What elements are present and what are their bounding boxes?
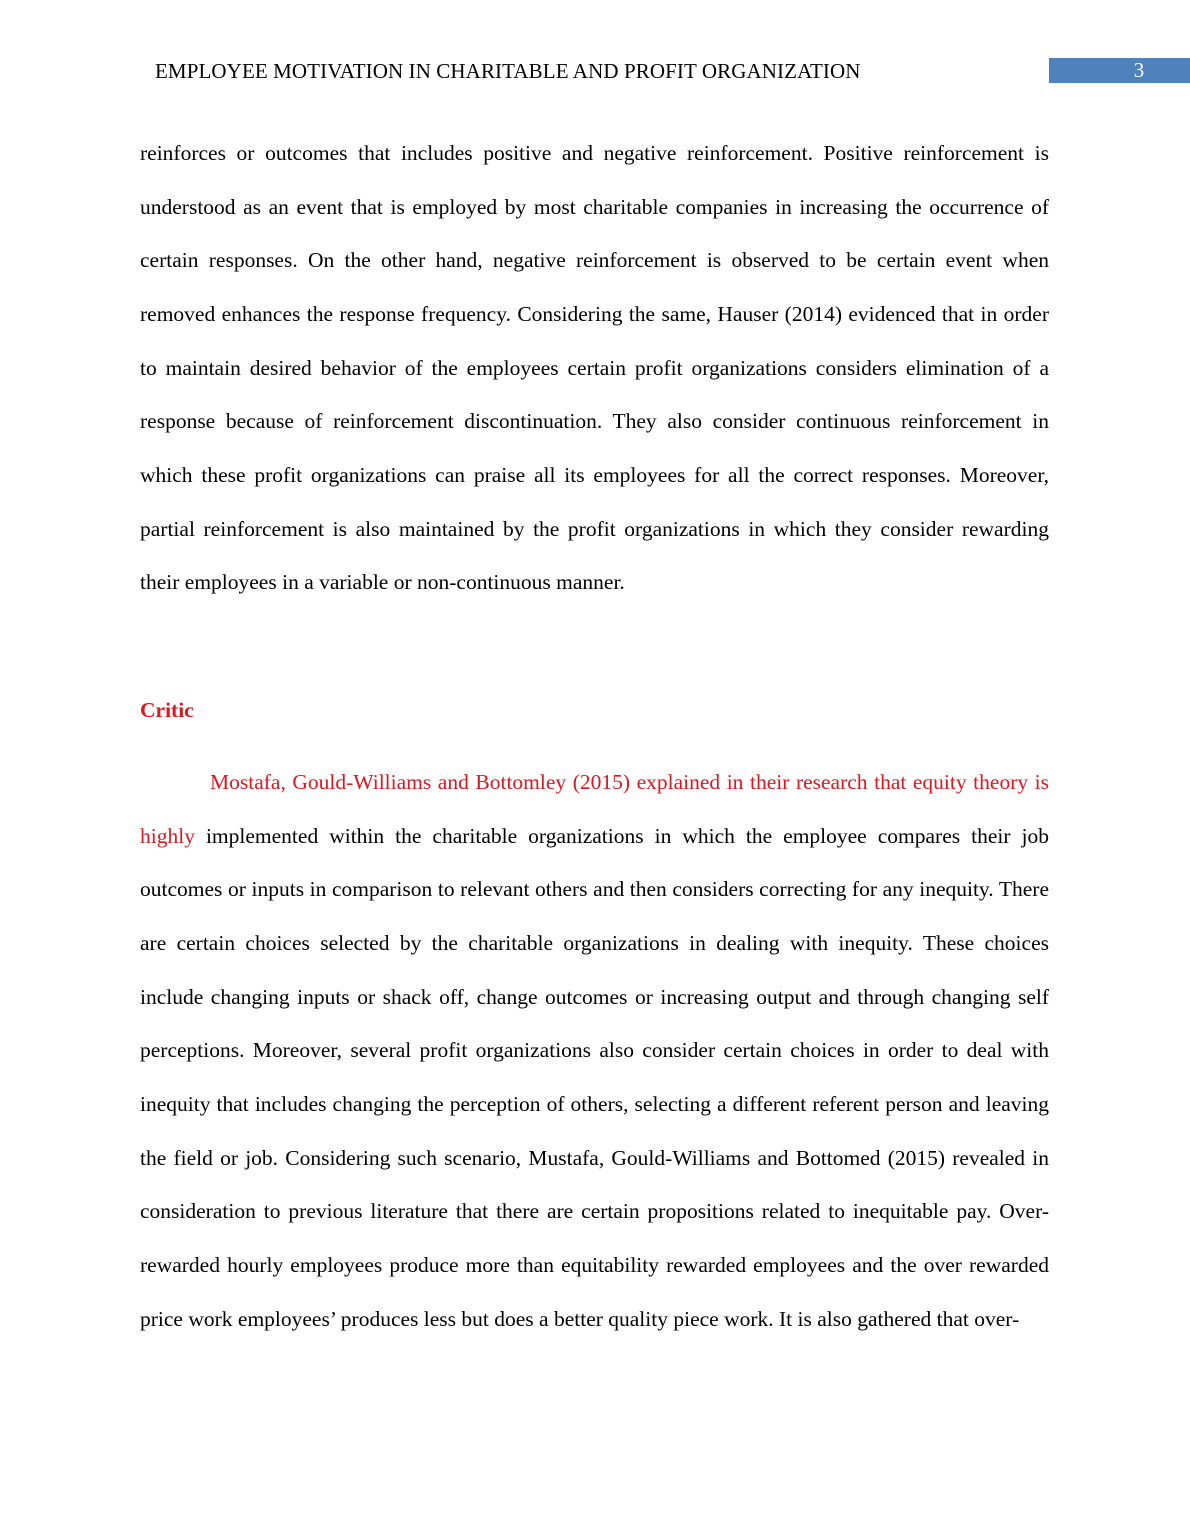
section-heading-critic: Critic xyxy=(140,698,194,722)
highlighted-text: Mostafa, Gould-Williams and Bottomley (2015) explained in their research that equity theory is highly xyxy=(140,770,1049,848)
running-head: EMPLOYEE MOTIVATION IN CHARITABLE AND PROFIT ORGANIZATION xyxy=(155,59,861,83)
paragraph-reinforcement: reinforces or outcomes that includes positive and negative reinforcement. Positive reinforcement is understood as an event that is employed by most charitable companies in increasing the occurrence of certain responses. On the other hand, negative reinforcement is observed to be certain event when removed enhances the response frequency. Considering the same, Hauser (2014) evidenced that in order to maintain desired behavior of the employees certain profit organizations considers elimination of a response because of reinforcement discontinuation. They also consider continuous reinforcement in which these profit organizations can praise all its employees for all the correct responses. Moreover, partial reinforcement is also maintained by the profit organizations in which they consider rewarding their employees in a variable or non-continuous manner. xyxy=(140,141,1049,595)
body-text-section-2 xyxy=(140,756,1049,1346)
body-text-section-1 xyxy=(140,127,1049,610)
page-number: 3 xyxy=(1133,58,1145,82)
paragraph-text: implemented within the charitable organizations in which the employee compares their job outcomes or inputs in comparison to relevant others and then considers correcting for any inequity. There are certain choices selected by the charitable organizations in dealing with inequity. These choices include changing inputs or shack off, change outcomes or increasing output and through changing self perceptions. Moreover, several profit organizations also consider certain choices in order to deal with inequity that includes changing the perception of others, selecting a different referent person and leaving the field or job. Considering such scenario, Mustafa, Gould-Williams and Bottomed (2015) revealed in consideration to previous literature that there are certain propositions related to inequitable pay. Over-rewarded hourly employees produce more than equitability rewarded employees and the over rewarded price work employees’ produces less but does a better quality piece work. It is also gathered that over- xyxy=(140,823,1049,1331)
paragraph-equity-theory xyxy=(140,756,1049,1346)
